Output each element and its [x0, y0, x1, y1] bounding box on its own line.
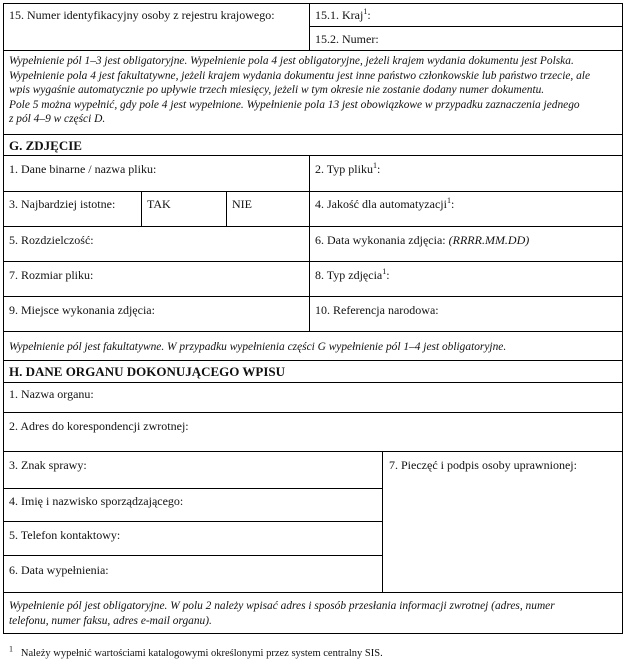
field-15-1-label: 15.1. Kraj$^1$:	[315, 7, 371, 22]
footnote-text: Należy wypełnić wartościami katalogowymi określonymi przez system centralny SIS.	[20, 648, 383, 659]
h-field-6-label: 6. Data wypełnienia:	[9, 563, 109, 577]
footnote-ref: 1	[363, 7, 368, 16]
g-field-1-label: 1. Dane binarne / nazwa pliku:	[9, 162, 157, 176]
h-field-2-label: 2. Adres do korespondencji zwrotnej:	[9, 419, 189, 433]
note-line: Wypełnienie pola 4 jest fakultatywne, jeżeli krajem wydania dokumentu jest inne państwo członkowskie lub państwo trzecie, ale	[9, 69, 591, 82]
section-h-instructions	[9, 599, 621, 628]
footnote	[9, 644, 383, 659]
g-field-9-label: 9. Miejsce wykonania zdjęcia:	[9, 303, 155, 317]
g-field-3-no[interactable]: NIE	[232, 197, 252, 211]
g-field-3-yes[interactable]: TAK	[147, 197, 171, 211]
top-instructions	[9, 54, 621, 127]
g-field-6-label: 6. Data wykonania zdjęcia: (RRRR.MM.DD)	[315, 233, 530, 247]
note-line: Pole 5 można wypełnić, gdy pole 4 jest wypełnione. Wypełnienie pola 13 jest obowiązkowe w przypadku zaznaczenia jednego	[9, 98, 580, 111]
g-field-4-label: 4. Jakość dla automatyzacji$^1$:	[315, 196, 455, 211]
note-line: z pól 4–9 w części D.	[9, 113, 106, 126]
field-15-label: 15. Numer identyfikacyjny osoby z rejestru krajowego:	[9, 8, 275, 22]
h-field-1-label: 1. Nazwa organu:	[9, 387, 94, 401]
note-line: Wypełnienie pól 1–3 jest obligatoryjne. Wypełnienie pola 4 jest obligatoryjne, jeżeli krajem wydania dokumentu jest Polska.	[9, 55, 574, 67]
section-g-title: G. ZDJĘCIE	[9, 138, 82, 153]
date-format-hint: (RRRR.MM.DD)	[448, 233, 530, 247]
h-field-4-label: 4. Imię i nazwisko sporządzającego:	[9, 494, 184, 508]
g-field-8-label: 8. Typ zdjęcia$^1$:	[315, 267, 390, 282]
footnote-ref: 1	[372, 161, 377, 170]
g-field-10-label: 10. Referencja narodowa:	[315, 303, 439, 317]
section-g-instructions: Wypełnienie pól jest fakultatywne. W przypadku wypełnienia części G wypełnienie pól 1–4 jest obligatoryjne.	[9, 341, 507, 353]
note-line: wpis wygaśnie automatycznie po upływie trzech miesięcy, jeżeli w tym okresie nie zostanie dodany numer dokumentu.	[9, 84, 545, 97]
h-field-3-label: 3. Znak sprawy:	[9, 458, 87, 472]
g-field-2-label: 2. Typ pliku$^1$:	[315, 161, 381, 176]
footnote-marker: 1	[9, 644, 13, 654]
g-field-5-label: 5. Rozdzielczość:	[9, 233, 94, 247]
field-15-2-label: 15.2. Numer:	[315, 32, 379, 46]
note-line: telefonu, numer faksu, adres e-mail organu).	[9, 614, 212, 627]
g-field-7-label: 7. Rozmiar pliku:	[9, 268, 94, 282]
h-field-5-label: 5. Telefon kontaktowy:	[9, 528, 121, 542]
footnote-ref: 1	[446, 196, 451, 205]
note-line: Wypełnienie pól jest obligatoryjne. W polu 2 należy wpisać adres i sposób przesłania informacji zwrotnej (adres, numer	[9, 600, 555, 612]
footnote-ref: 1	[382, 267, 387, 276]
section-h-title: H. DANE ORGANU DOKONUJĄCEGO WPISU	[9, 364, 286, 379]
h-field-7-label: 7. Pieczęć i podpis osoby uprawnionej:	[389, 458, 577, 472]
g-field-3-label: 3. Najbardziej istotne:	[9, 197, 116, 211]
